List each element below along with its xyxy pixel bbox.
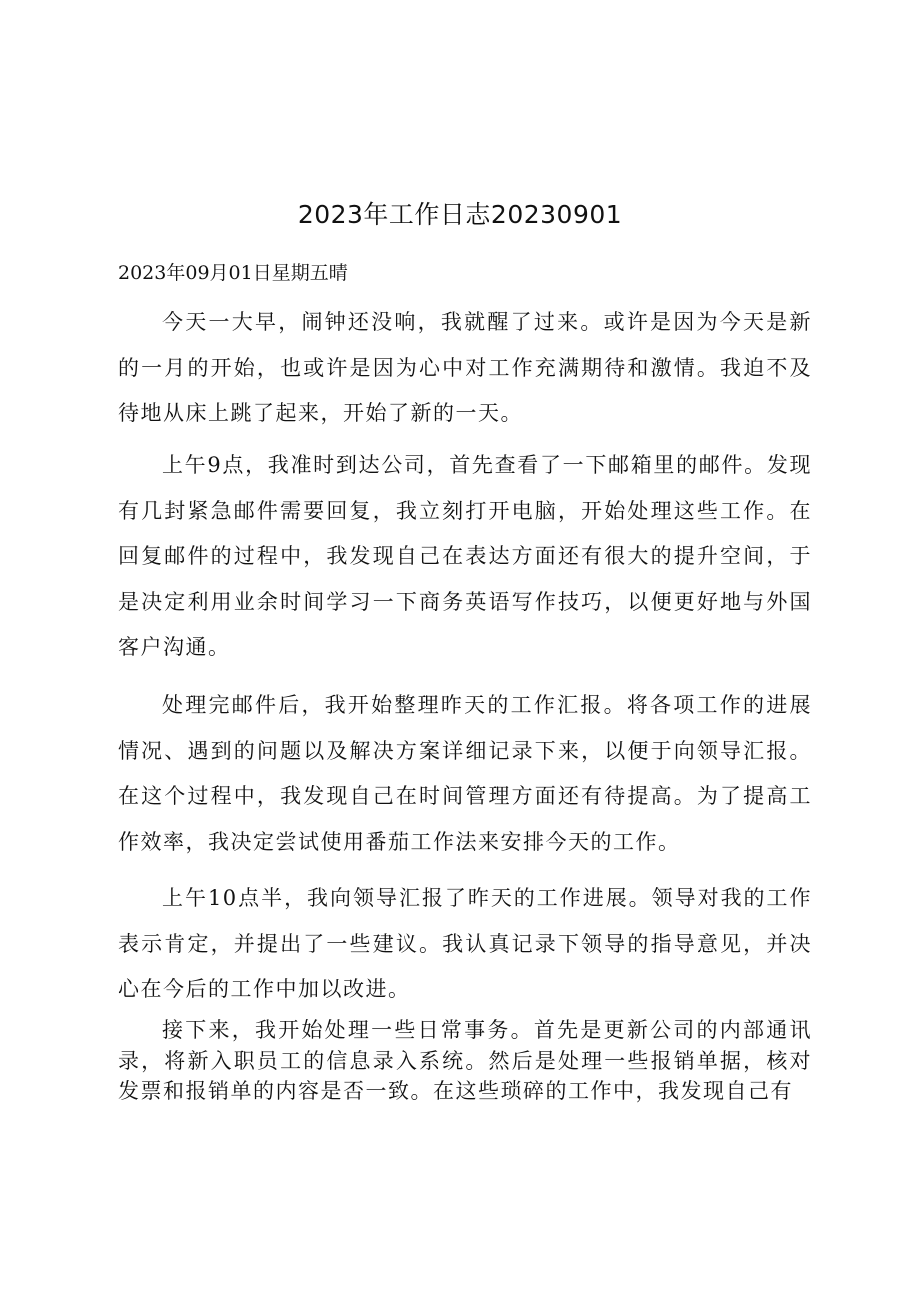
paragraph-5: 接下来，我开始处理一些日常事务。首先是更新公司的内部通讯录，将新入职员工的信息录入系统。然后是处理一些报销单据，核对发票和报销单的内容是否一致。在这些琐碎的工作中，我发现自己有: [118, 1018, 812, 1103]
paragraph-4: 上午10点半，我向领导汇报了昨天的工作进展。领导对我的工作表示肯定，并提出了一些建议。我认真记录下领导的指导意见，并决心在今后的工作中加以改进。: [118, 886, 812, 1001]
paragraph-2: 上午9点，我准时到达公司，首先查看了一下邮箱里的邮件。发现有几封紧急邮件需要回复，我立刻打开电脑，开始处理这些工作。在回复邮件的过程中，我发现自己在表达方面还有很大的提升空间，于是决定利用业余时间学习一下商务英语写作技巧，以便更好地与外国客户沟通。: [118, 453, 812, 659]
date-weather-line: 2023年09月01日星期五晴: [118, 262, 348, 284]
paragraph-1: 今天一大早，闹钟还没响，我就醒了过来。或许是因为今天是新的一月的开始，也或许是因为心中对工作充满期待和激情。我迫不及待地从床上跳了起来，开始了新的一天。: [118, 310, 812, 425]
document-title: 2023年工作日志20230901: [297, 200, 623, 229]
paragraph-3: 处理完邮件后，我开始整理昨天的工作汇报。将各项工作的进展情况、遇到的问题以及解决方案详细记录下来，以便于向领导汇报。在这个过程中，我发现自己在时间管理方面还有待提高。为了提高工作效率，我决定尝试使用番茄工作法来安排今天的工作。: [118, 693, 812, 854]
